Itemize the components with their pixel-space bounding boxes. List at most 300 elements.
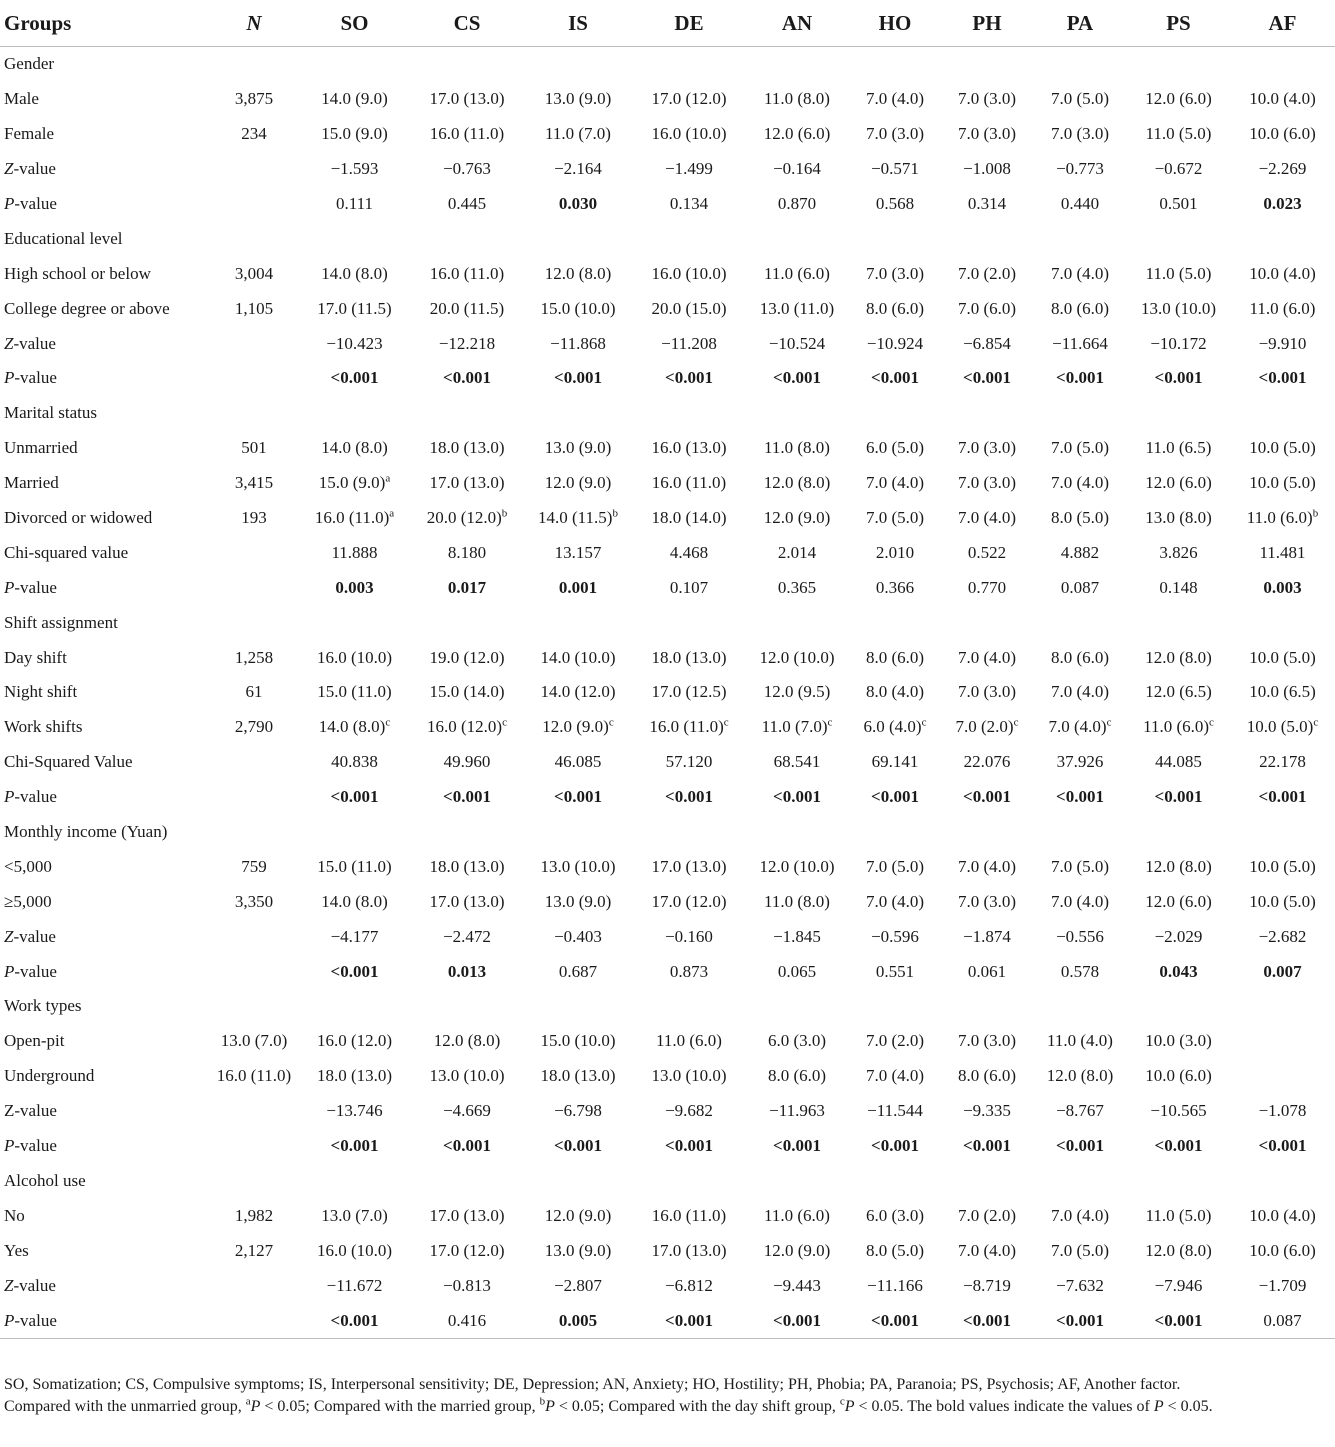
cell-value: 0.005: [558, 1310, 598, 1330]
cell-value: <0.001: [963, 368, 1011, 388]
table-cell: [745, 570, 849, 605]
row-label: No: [4, 1205, 25, 1225]
table-cell: [745, 1268, 849, 1303]
cell-value: 44.085: [1155, 752, 1202, 772]
cell-value: 234: [241, 124, 267, 144]
cell-value: 12.0 (8.0): [544, 263, 612, 283]
table-cell: [1033, 675, 1127, 710]
section-label: Monthly income (Yuan): [4, 822, 168, 842]
cell-value: 16.0 (10.0): [651, 263, 727, 283]
cell-value: 12.0 (6.0): [763, 124, 831, 144]
cell-value: 46.085: [554, 752, 602, 772]
cell-value: 8.0 (6.0): [1050, 298, 1110, 318]
table-cell: [941, 780, 1033, 815]
cell-value: −1.874: [963, 926, 1011, 946]
table-cell: [1230, 152, 1335, 187]
cell-value: −0.813: [443, 1275, 491, 1295]
cell-value: 6.0 (3.0): [865, 1205, 925, 1225]
table-cell: [633, 710, 745, 745]
cell-value: 11.0 (8.0): [764, 438, 830, 458]
cell-value: −9.910: [1258, 333, 1307, 353]
table-cell: [298, 1094, 411, 1129]
cell-value: 15.0 (11.0): [317, 682, 392, 702]
comparison-note: Compared with the unmarried group, $^a$P < 0.05; Compared with the married group, $^b$P < 0.05; Compared with the day shift group, $^c$P < 0.05. The bold values indicate the values of P < 0.05.: [4, 1395, 1213, 1415]
section-label: Work types: [4, 996, 82, 1016]
table-cell: [523, 919, 633, 954]
cell-value: 7.0 (5.0): [1050, 1240, 1110, 1260]
table-cell: [411, 1094, 523, 1129]
table-cell: [210, 1024, 298, 1059]
table-cell: [298, 326, 411, 361]
table-row: [0, 82, 1335, 117]
table-cell: [1033, 326, 1127, 361]
table-cell: [745, 710, 849, 745]
cell-value: 7.0 (3.0): [865, 263, 925, 283]
cell-value: 10.0 (4.0): [1249, 263, 1316, 283]
table-row: [0, 535, 1335, 570]
table-row: [0, 710, 1335, 745]
table-cell: [1230, 954, 1335, 989]
cell-value: 0.578: [1060, 961, 1100, 981]
cell-value: 0.687: [558, 961, 598, 981]
table-cell: [941, 501, 1033, 536]
footnote-marker: b: [1312, 507, 1319, 520]
table-row: [0, 1233, 1335, 1268]
cell-value: −6.798: [554, 1101, 602, 1121]
cell-value: 0.023: [1263, 194, 1302, 213]
table-row: [0, 431, 1335, 466]
table-cell: [849, 152, 941, 187]
cell-value: 11.0 (6.0): [1246, 508, 1313, 528]
table-cell: [1033, 117, 1127, 152]
table-cell: [1033, 82, 1127, 117]
cell-value: 13.157: [554, 542, 602, 562]
cell-value: 12.0 (6.0): [1145, 473, 1212, 493]
row-label: College degree or above: [4, 298, 170, 318]
cell-value: 7.0 (4.0): [957, 508, 1017, 528]
cell-value: 2,127: [234, 1240, 274, 1260]
cell-value: −1.845: [773, 926, 821, 946]
cell-value: 193: [241, 508, 267, 528]
table-cell: [1127, 849, 1230, 884]
cell-value: −0.556: [1056, 926, 1104, 946]
table-cell: [849, 361, 941, 396]
row-label: Unmarried: [4, 438, 78, 458]
table-cell: [849, 82, 941, 117]
cell-value: 2.014: [777, 542, 817, 562]
row-label: Day shift: [4, 647, 67, 667]
cell-value: 7.0 (3.0): [957, 891, 1017, 911]
cell-value: <0.001: [1056, 368, 1104, 388]
table-cell: [523, 675, 633, 710]
table-cell: [523, 501, 633, 536]
table-cell: [1127, 1233, 1230, 1268]
row-label: Underground: [4, 1066, 95, 1086]
row-label: Z-value: [4, 1275, 56, 1295]
row-label: Z-value: [4, 926, 56, 946]
cell-value: <0.001: [330, 368, 379, 388]
cell-value: −1.008: [963, 159, 1011, 179]
table-cell: [941, 187, 1033, 222]
table-cell: [1033, 1129, 1127, 1164]
cell-value: 10.0 (6.0): [1145, 1066, 1212, 1086]
table-cell: [941, 849, 1033, 884]
cell-value: 16.0 (12.0): [427, 717, 503, 737]
cell-value: −11.166: [867, 1275, 923, 1295]
cell-value: 22.178: [1259, 752, 1306, 772]
table-cell: [1127, 256, 1230, 291]
table-cell: [523, 187, 633, 222]
cell-value: 15.0 (14.0): [429, 682, 505, 702]
table-cell: [941, 640, 1033, 675]
table-cell: [411, 535, 523, 570]
table-cell: [1230, 466, 1335, 501]
cell-value: 8.0 (6.0): [865, 298, 925, 318]
cell-value: 7.0 (4.0): [957, 856, 1017, 876]
cell-value: 13.0 (7.0): [321, 1205, 388, 1225]
table-cell: [1127, 570, 1230, 605]
cell-value: 1,105: [234, 298, 274, 318]
cell-value: −6.812: [665, 1275, 713, 1295]
cell-value: 10.0 (3.0): [1145, 1031, 1212, 1051]
cell-value: −10.565: [1150, 1101, 1207, 1121]
cell-value: 0.551: [875, 961, 915, 981]
cell-value: <0.001: [773, 787, 821, 807]
table-cell: [745, 256, 849, 291]
cell-value: 0.416: [447, 1310, 487, 1330]
cell-value: 0.770: [967, 577, 1007, 597]
cell-value: 0.003: [1263, 577, 1302, 597]
cell-value: 0.148: [1159, 577, 1198, 597]
cell-value: 0.501: [1159, 194, 1198, 213]
cell-value: 7.0 (2.0): [865, 1031, 925, 1051]
row-label: Z-value: [4, 159, 56, 179]
table-cell: [633, 849, 745, 884]
cell-value: 0.030: [558, 194, 598, 213]
cell-value: −11.868: [550, 333, 606, 353]
section-label: Educational level: [4, 228, 123, 248]
table-cell: [633, 1233, 745, 1268]
cell-value: 11.0 (6.0): [764, 1205, 830, 1225]
table-cell: [1033, 291, 1127, 326]
table-row: [0, 326, 1335, 361]
table-cell: [1230, 326, 1335, 361]
cell-value: <0.001: [665, 1310, 713, 1330]
cell-value: 22.076: [963, 752, 1011, 772]
table-cell: [1033, 884, 1127, 919]
table-cell: [411, 291, 523, 326]
table-cell: [633, 954, 745, 989]
cell-value: 13.0 (7.0): [220, 1031, 288, 1051]
row-label: P-value: [4, 577, 57, 597]
cell-value: 13.0 (11.0): [759, 298, 835, 318]
cell-value: 8.0 (5.0): [1050, 508, 1110, 528]
cell-value: 14.0 (8.0): [318, 717, 386, 737]
row-label: Divorced or widowed: [4, 508, 153, 528]
table-cell: [523, 1129, 633, 1164]
cell-value: 13.0 (8.0): [1145, 508, 1212, 528]
cell-value: 3,004: [234, 263, 274, 283]
table-row: [0, 954, 1335, 989]
cell-value: 4.468: [669, 542, 709, 562]
table-cell: [1033, 466, 1127, 501]
cell-value: 15.0 (10.0): [540, 298, 616, 318]
table-cell: [523, 256, 633, 291]
table-row: [0, 884, 1335, 919]
cell-value: 7.0 (4.0): [1050, 891, 1110, 911]
cell-value: 7.0 (5.0): [1050, 89, 1110, 109]
table-cell: [633, 466, 745, 501]
cell-value: 15.0 (9.0): [318, 473, 386, 493]
row-label: High school or below: [4, 263, 151, 283]
table-cell: [1127, 501, 1230, 536]
table-cell: [210, 187, 298, 222]
cell-value: <0.001: [330, 1310, 379, 1330]
cell-value: −10.924: [866, 333, 924, 353]
cell-value: 12.0 (8.0): [433, 1031, 501, 1051]
cell-value: 11.0 (8.0): [764, 89, 830, 109]
cell-value: 13.0 (9.0): [544, 438, 612, 458]
table-cell: [411, 780, 523, 815]
row-label: P-value: [4, 194, 57, 213]
table-cell: [1127, 1268, 1230, 1303]
cell-value: 7.0 (4.0): [1048, 717, 1107, 737]
table-cell: [1230, 1059, 1335, 1094]
table-cell: [1230, 256, 1335, 291]
cell-value: <0.001: [871, 1136, 919, 1156]
table-cell: [1033, 535, 1127, 570]
table-cell: [210, 954, 298, 989]
section-row: [0, 47, 1335, 82]
cell-value: 16.0 (10.0): [316, 1240, 393, 1260]
table-cell: [298, 291, 411, 326]
table-cell: [411, 1198, 523, 1233]
cell-value: 17.0 (11.5): [317, 298, 392, 318]
table-cell: [1127, 1198, 1230, 1233]
cell-value: 0.111: [336, 194, 373, 213]
table-cell: [849, 1024, 941, 1059]
cell-value: 13.0 (9.0): [544, 1240, 612, 1260]
table-cell: [633, 640, 745, 675]
table-cell: [210, 291, 298, 326]
cell-value: <0.001: [665, 787, 713, 807]
table-row: [0, 1094, 1335, 1129]
table-cell: [745, 326, 849, 361]
table-cell: [411, 361, 523, 396]
table-cell: [941, 1303, 1033, 1338]
cell-value: −0.403: [554, 926, 602, 946]
cell-value: 10.0 (5.0): [1249, 473, 1316, 493]
table-cell: [523, 466, 633, 501]
table-cell: [411, 501, 523, 536]
table-cell: [523, 849, 633, 884]
table-cell: [745, 1059, 849, 1094]
table-cell: [298, 535, 411, 570]
table-cell: [941, 82, 1033, 117]
table-row: [0, 291, 1335, 326]
table-row: [0, 1024, 1335, 1059]
table-cell: [941, 1198, 1033, 1233]
table-cell: [1230, 291, 1335, 326]
table-cell: [745, 187, 849, 222]
table-cell: [1230, 1129, 1335, 1164]
table-cell: [745, 745, 849, 780]
table-cell: [1127, 1303, 1230, 1338]
cell-value: 0.003: [335, 577, 374, 597]
cell-value: 57.120: [665, 752, 713, 772]
header-is: IS: [523, 0, 633, 47]
cell-value: 1,258: [234, 647, 274, 667]
table-cell: [1230, 501, 1335, 536]
cell-value: −0.773: [1056, 159, 1104, 179]
cell-value: 20.0 (12.0): [426, 508, 502, 528]
table-cell: [411, 570, 523, 605]
table-row: [0, 1303, 1335, 1338]
table-cell: [745, 1024, 849, 1059]
table-cell: [210, 640, 298, 675]
cell-value: 11.0 (7.0): [761, 717, 828, 737]
cell-value: 17.0 (13.0): [429, 473, 505, 493]
row-label: Z-value: [4, 1101, 57, 1121]
footnote-marker: c: [827, 716, 833, 729]
table-cell: [298, 501, 411, 536]
cell-value: −2.472: [443, 926, 491, 946]
table-cell: [941, 884, 1033, 919]
header-af: AF: [1230, 0, 1335, 47]
table-cell: [941, 466, 1033, 501]
table-cell: [298, 1059, 411, 1094]
section-row: [0, 1164, 1335, 1199]
table-cell: [298, 675, 411, 710]
cell-value: −4.177: [330, 926, 379, 946]
cell-value: 7.0 (3.0): [957, 438, 1017, 458]
row-label: Female: [4, 124, 55, 144]
cell-value: 16.0 (11.0): [429, 124, 505, 144]
table-cell: [298, 1198, 411, 1233]
cell-value: 6.0 (4.0): [863, 717, 922, 737]
table-cell: [633, 1268, 745, 1303]
table-cell: [411, 954, 523, 989]
table-cell: [1033, 745, 1127, 780]
cell-value: 759: [241, 856, 267, 876]
table-cell: [210, 884, 298, 919]
table-cell: [633, 1129, 745, 1164]
table-cell: [745, 117, 849, 152]
table-cell: [745, 954, 849, 989]
table-row: [0, 187, 1335, 222]
table-cell: [941, 291, 1033, 326]
footnote-marker: c: [1313, 716, 1319, 729]
table-cell: [210, 1233, 298, 1268]
table-cell: [745, 1129, 849, 1164]
cell-value: 16.0 (11.0): [651, 1205, 727, 1225]
cell-value: 7.0 (2.0): [957, 1205, 1017, 1225]
cell-value: 8.0 (6.0): [1050, 647, 1110, 667]
table-cell: [633, 361, 745, 396]
table-cell: [1230, 884, 1335, 919]
cell-value: 0.134: [669, 194, 709, 213]
cell-value: <0.001: [871, 1310, 919, 1330]
cell-value: 8.0 (6.0): [767, 1066, 827, 1086]
table-cell: [849, 849, 941, 884]
table-cell: [523, 82, 633, 117]
table-row: [0, 152, 1335, 187]
table-cell: [1127, 780, 1230, 815]
cell-value: −9.335: [963, 1101, 1011, 1121]
table-cell: [1127, 535, 1230, 570]
table-cell: [1127, 117, 1230, 152]
cell-value: <0.001: [773, 368, 821, 388]
cell-value: −10.423: [326, 333, 383, 353]
table-cell: [941, 570, 1033, 605]
footnote-marker: c: [1209, 716, 1214, 729]
table-cell: [298, 710, 411, 745]
cell-value: <0.001: [1258, 1136, 1307, 1156]
cell-value: −0.763: [443, 159, 491, 179]
table-cell: [210, 501, 298, 536]
cell-value: <0.001: [1056, 1310, 1104, 1330]
cell-value: 7.0 (4.0): [865, 891, 925, 911]
footnote-marker: c: [502, 716, 507, 729]
table-cell: [411, 82, 523, 117]
cell-value: 61: [245, 682, 263, 702]
cell-value: 17.0 (13.0): [651, 1240, 727, 1260]
cell-value: 2,790: [234, 717, 274, 737]
row-label: ≥5,000: [4, 891, 52, 911]
cell-value: 12.0 (9.0): [544, 1205, 612, 1225]
cell-value: <0.001: [963, 1136, 1011, 1156]
table-cell: [1127, 187, 1230, 222]
table-cell: [633, 570, 745, 605]
table-cell: [1230, 1303, 1335, 1338]
cell-value: <0.001: [330, 1136, 379, 1156]
cell-value: <0.001: [1258, 368, 1307, 388]
table-cell: [745, 675, 849, 710]
table-cell: [1033, 570, 1127, 605]
cell-value: 0.017: [447, 577, 487, 597]
table-cell: [298, 117, 411, 152]
cell-value: <0.001: [1258, 787, 1307, 807]
cell-value: 14.0 (10.0): [540, 647, 616, 667]
cell-value: 0.568: [875, 194, 915, 213]
cell-value: 12.0 (9.0): [763, 1240, 831, 1260]
cell-value: <0.001: [1056, 787, 1104, 807]
table-cell: [941, 919, 1033, 954]
table-cell: [1230, 1024, 1335, 1059]
table-row: [0, 640, 1335, 675]
table-cell: [1127, 291, 1230, 326]
table-cell: [1230, 1094, 1335, 1129]
table-cell: [1033, 1024, 1127, 1059]
table-cell: [745, 361, 849, 396]
cell-value: 49.960: [443, 752, 491, 772]
table-cell: [411, 1129, 523, 1164]
header-an: AN: [745, 0, 849, 47]
table-cell: [1127, 1059, 1230, 1094]
table-row: [0, 919, 1335, 954]
table-cell: [849, 1268, 941, 1303]
table-cell: [1230, 710, 1335, 745]
cell-value: 16.0 (11.0): [314, 508, 390, 528]
section-row: [0, 605, 1335, 640]
table-cell: [210, 535, 298, 570]
table-cell: [298, 919, 411, 954]
row-label: P-value: [4, 368, 57, 388]
table-cell: [1127, 466, 1230, 501]
table-cell: [633, 291, 745, 326]
table-cell: [745, 640, 849, 675]
table-cell: [941, 117, 1033, 152]
